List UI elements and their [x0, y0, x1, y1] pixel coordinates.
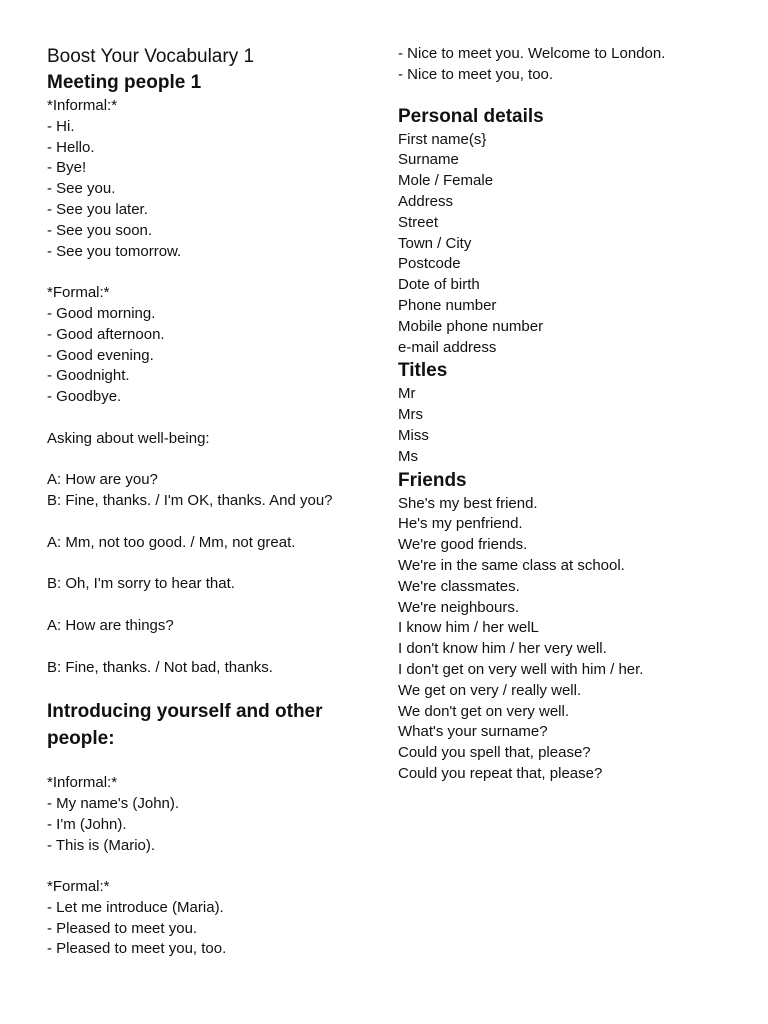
dialog-line: A: How are things?: [47, 616, 174, 634]
vocab-item: We're classmates.: [398, 577, 520, 595]
vocab-item: Dote of birth: [398, 276, 480, 294]
spacer: [47, 512, 377, 533]
vocab-item: We get on very / really well.: [398, 681, 582, 699]
vocab-item: What's your surname?: [398, 723, 548, 741]
vocab-item: We don't get on very well.: [398, 702, 570, 720]
list-item: - Hello.: [47, 138, 95, 156]
spacer: [47, 450, 377, 471]
vocab-item: Mrs: [398, 406, 423, 424]
list-item: - I'm (John).: [47, 815, 127, 833]
heading-introducing: Introducing yourself and other people:: [47, 701, 323, 750]
spacer: [398, 86, 738, 104]
list-item: - Nice to meet you. Welcome to London.: [398, 45, 666, 62]
list-item: - Goodbye.: [47, 388, 122, 406]
intro-informal-label: *Informal:*: [47, 774, 118, 792]
wellbeing-label: Asking about well-being:: [47, 429, 210, 447]
vocab-item: Surname: [398, 151, 459, 169]
spacer: [47, 554, 377, 575]
vocab-item: We're in the same class at school.: [398, 556, 625, 574]
vocab-item: Address: [398, 192, 454, 210]
dialog-line: A: Mm, not too good. / Mm, not great.: [47, 533, 296, 551]
document-title: Boost Your Vocabulary 1: [47, 46, 255, 67]
list-item: - See you.: [47, 180, 116, 198]
spacer: [47, 856, 377, 877]
spacer: [47, 752, 377, 773]
vocab-item: Miss: [398, 426, 429, 444]
list-item: - Hi.: [47, 117, 75, 135]
vocab-item: Postcode: [398, 255, 461, 273]
list-item: - See you tomorrow.: [47, 242, 182, 260]
vocab-item: e-mail address: [398, 338, 497, 356]
dialog-line: B: Fine, thanks. / Not bad, thanks.: [47, 658, 273, 676]
dialog-line: B: Oh, I'm sorry to hear that.: [47, 575, 235, 593]
vocab-item: We're good friends.: [398, 536, 528, 554]
vocab-item: Mole / Female: [398, 172, 494, 190]
list-item: - Bye!: [47, 159, 87, 177]
vocab-item: Street: [398, 213, 439, 231]
list-item: - Good morning.: [47, 304, 156, 322]
spacer: [47, 262, 377, 283]
list-item: - This is (Mario).: [47, 836, 156, 854]
informal-label: *Informal:*: [47, 97, 118, 114]
vocab-item: We're neighbours.: [398, 598, 519, 616]
list-item: - My name's (John).: [47, 794, 180, 812]
list-item: - Pleased to meet you, too.: [47, 940, 227, 958]
dialog-line: A: How are you?: [47, 471, 158, 489]
vocab-item: I don't know him / her very well.: [398, 640, 607, 658]
spacer: [47, 408, 377, 429]
heading-meeting-people: Meeting people 1: [47, 72, 202, 93]
vocab-item: I don't get on very well with him / her.: [398, 660, 644, 678]
vocab-item: Could you spell that, please?: [398, 744, 591, 762]
vocab-item: Town / City: [398, 234, 472, 252]
vocab-item: Ms: [398, 447, 418, 465]
vocab-item: Mr: [398, 385, 416, 403]
list-item: - Good evening.: [47, 346, 154, 364]
vocab-item: Could you repeat that, please?: [398, 764, 603, 782]
list-item: - Good afternoon.: [47, 325, 165, 343]
intro-formal-label: *Formal:*: [47, 878, 110, 896]
list-item: - See you soon.: [47, 221, 153, 239]
vocab-item: Phone number: [398, 296, 497, 314]
vocab-item: I know him / her welL: [398, 619, 539, 637]
list-item: - Goodnight.: [47, 367, 130, 385]
heading-titles: Titles: [398, 360, 448, 382]
vocab-item: Mobile phone number: [398, 317, 544, 335]
dialog-line: B: Fine, thanks. / I'm OK, thanks. And you?: [47, 492, 333, 510]
spacer: [47, 637, 377, 658]
list-item: - See you later.: [47, 200, 148, 218]
list-item: - Let me introduce (Maria).: [47, 898, 224, 916]
left-column: [47, 44, 377, 960]
spacer: [47, 678, 377, 698]
vocab-item: First name(s}: [398, 130, 487, 148]
right-column: [398, 44, 738, 785]
vocab-item: He's my penfriend.: [398, 515, 523, 533]
formal-label: *Formal:*: [47, 284, 110, 302]
spacer: [47, 595, 377, 616]
vocab-item: She's my best friend.: [398, 494, 538, 512]
list-item: - Pleased to meet you.: [47, 919, 198, 937]
heading-friends: Friends: [398, 469, 467, 491]
heading-personal-details: Personal details: [398, 105, 544, 127]
list-item: - Nice to meet you, too.: [398, 65, 554, 83]
